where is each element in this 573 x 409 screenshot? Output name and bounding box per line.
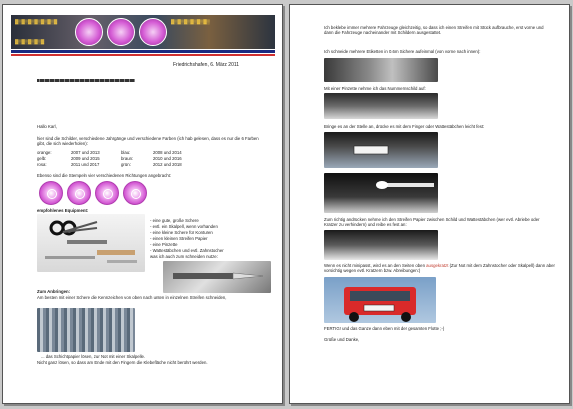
paragraph: Ich schneide mehrere Etiketten in 0.6m Sichere aufeinmal (von vorne nach innen): [324, 49, 481, 54]
document-page-2 [289, 4, 570, 404]
header-left-text: ▓▒▓▒▓▒▓▒▓▒▓▒▓ [15, 19, 58, 24]
header-right-text: ▓▒▓▒▓▒▓▒▓▒▓▒ [171, 19, 210, 24]
header-license-sticker [75, 18, 103, 46]
color-years: 2007 und 2013 [71, 150, 100, 155]
color-name: gelb: [37, 156, 47, 161]
color-years: 2012 und 2018 [153, 162, 182, 167]
header-mid-text: ▓▒▓▒▓▒▓▒▓ [15, 39, 45, 44]
scissors-icon [37, 214, 145, 272]
redacted-address-line [37, 79, 135, 82]
paragraph: Mit einer Pinzette nehme ich das Nummernschild auf: [324, 86, 426, 91]
header-rule-red [11, 54, 275, 56]
photo-pressing-plate [324, 173, 438, 213]
paragraph: FERTIG! und das Ganze dann eben mit der gesamten Flotte ;-) [324, 326, 445, 331]
equipment-photo [37, 214, 145, 272]
scalpel-photo [163, 261, 271, 293]
header-rule-blue [11, 50, 275, 53]
color-years: 2008 und 2014 [153, 150, 182, 155]
cut-strips-photo [37, 308, 135, 352]
header-license-sticker [107, 18, 135, 46]
header-license-sticker [139, 18, 167, 46]
document-page-1 [2, 4, 283, 404]
equipment-item: - eine Pinzette [150, 242, 178, 247]
license-sticker-rosa [123, 181, 147, 205]
trim-text-2: Nicht ganz lösen, so dass am Ende mit den Fingern die Klebefläche nicht berührt werden. [37, 360, 208, 365]
trim-text: ... das Schichtpapier lösen, zur Not mit einer Skalpelle. [41, 354, 146, 359]
photo-tweezers [324, 93, 438, 119]
scalpel-icon [163, 261, 271, 293]
license-plate-icon [324, 132, 438, 168]
greeting: Hallo Karl, [37, 124, 57, 129]
color-name: grün: [121, 162, 131, 167]
paragraph: Bringe es an der Stelle an, drücke es mit dem Finger oder Wattestäbchen leicht fest: [324, 124, 485, 129]
paragraph: Zum richtig andrücken nehme ich den Streifen Papier zwischen Schild und Wattestäbchen (wer evtl. Abriebe oder Kratzer zu verhindern) und reibe es fest an: [324, 217, 540, 228]
color-name: blau: [121, 150, 131, 155]
color-name: rosa: [37, 162, 47, 167]
equipment-item: - evtl. ein Skalpell, wenn vorhanden [150, 224, 218, 229]
equipment-item: was ich auch zum schneiden nutze: [150, 254, 218, 259]
cotton-swab-icon [324, 173, 438, 213]
apply-text: Am besten mit einer Schere die Kennzeichen von oben nach unten in einzelnen Streifen schneiden, [37, 295, 227, 300]
intro-paragraph: hier sind die Schilder, verschiedene Jahrgänge und verschiedene Farben (ich hab gelesen, dass es nur die 6 Farben gibt, die sich wiederholen): [37, 136, 259, 147]
paragraph-part: Wenn es nicht minipasst, wird es an den Seiten oben [324, 263, 425, 268]
photo-rubbing-plate [324, 230, 438, 260]
color-years: 2009 und 2015 [71, 156, 100, 161]
stamps-text: Ebenso sind die Stempeln vier verschiedenen Richtungen angebracht: [37, 173, 172, 178]
photo-applying-plate [324, 132, 438, 168]
paragraph: Ich beklebe immer mehrere Fahrzeuge gleichzeitig, so dass ich einen Streifen mit Stück aufbrauche, erst vorne und dann die Fahrzeuge nacheinander mit Schildern ausgestattet. [324, 25, 544, 36]
highlight-word: ausgekratzt [426, 263, 449, 268]
letter-date: Friedrichshafen, 6. März 2011 [173, 62, 240, 68]
license-sticker-rosa [67, 181, 91, 205]
color-years: 2011 und 2017 [71, 162, 100, 167]
equipment-item: - eine kleine Schere für Konturen [150, 230, 213, 235]
equipment-item: - Wattestäbchen und evtl. Zahnstocher [150, 248, 224, 253]
equipment-item: - einen kleinen Streifen Papier [150, 236, 208, 241]
color-years: 2010 und 2016 [153, 156, 182, 161]
apply-heading: Zum Anbringen: [37, 289, 71, 294]
license-sticker-rosa [95, 181, 119, 205]
equipment-item: - eine gute, große Schere [150, 218, 199, 223]
color-name: braun: [121, 156, 134, 161]
photo-finished-truck [324, 277, 436, 323]
closing: Grüße und Danke, [324, 337, 360, 342]
equipment-heading: empfohlenes Equipment: [37, 208, 89, 213]
photo-cutting-strips [324, 58, 438, 82]
paragraph-scratch [324, 263, 556, 273]
color-name: orange: [37, 150, 52, 155]
paragraph-part: (Zur Not mit dem Zahnstocher oder Skalpell) dann aber vorsichtig wegen evtl. Kratzern bzw. Abreibungen:) [324, 263, 555, 274]
truck-icon [324, 277, 436, 323]
license-sticker-rosa [39, 181, 63, 205]
